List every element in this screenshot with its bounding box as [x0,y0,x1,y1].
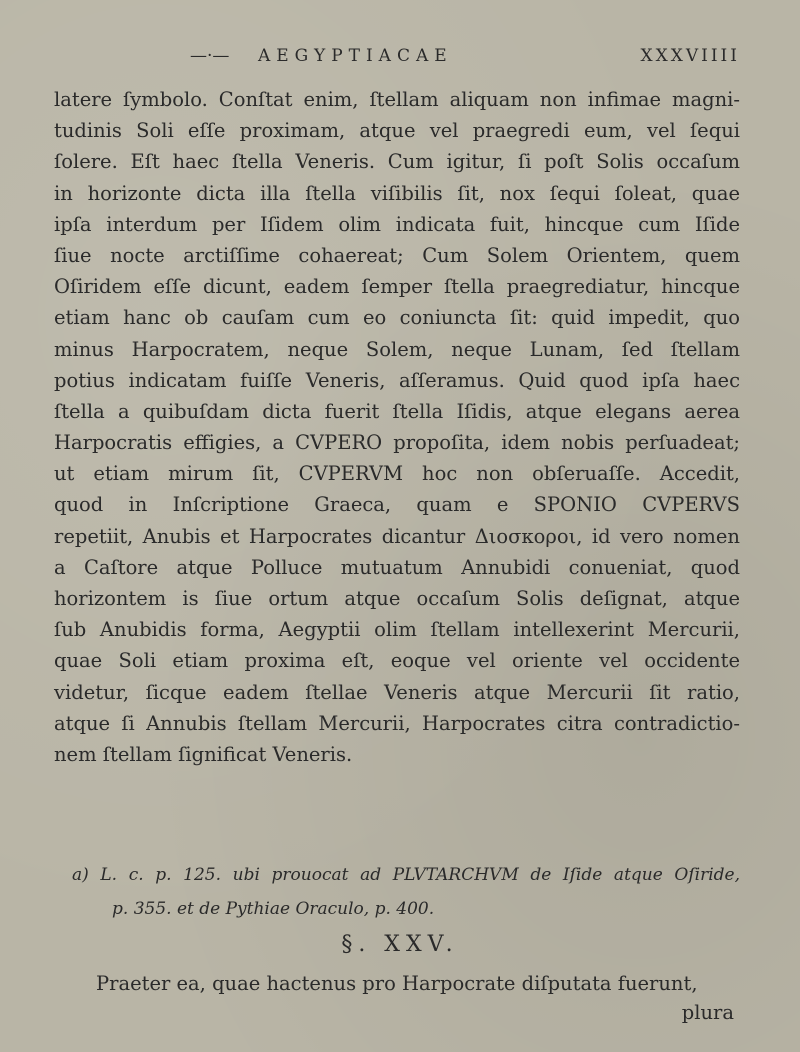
text-line: repetiit, Anubis et Harpocrates dicantur Διοσκοροι, id vero nomen [54,524,740,548]
text-line: atque ſi Annubis ſtellam Mercurii, Harpocrates citra contradictio- [54,711,740,735]
running-head [190,44,740,74]
text-line: videtur, ſicque eadem ſtellae Veneris atque Mercurii ſit ratio, [54,680,740,704]
text-line: Oſiridem eſſe dicunt, eadem ſemper ſtella praegrediatur, hincque [54,275,740,299]
running-head-ornament: —·— [190,46,230,66]
text-line: nem ſtellam ſignificat Veneris. [54,742,353,766]
catchword: plura [681,1001,734,1024]
page-number: XXXVIIII [640,46,740,66]
text-line: quae Soli etiam proxima eſt, eoque vel oriente vel occidente [54,649,740,673]
text-line: a Caſtore atque Polluce mutuatum Annubidi conueniat, quod [54,555,740,579]
text-line: quod in Inſcriptione Graeca, quam e SPONIO CVPERVS [54,493,740,517]
text-line: ſub Anubidis forma, Aegyptii olim ſtellam intellexerint Mercurii, [54,618,740,642]
footnote-line: p. 355. et de Pythiae Oraculo, p. 400. [112,899,435,919]
text-line: ſiue nocte arctiſſime cohaereat; Cum Solem Orientem, quem [54,243,740,267]
text-line: in horizonte dicta illa ſtella viſibilis ſit, nox ſequi ſoleat, quae [54,181,740,205]
text-line: latere ſymbolo. Conſtat enim, ſtellam aliquam non infimae magni- [54,88,740,111]
continuation-line: Praeter ea, quae hactenus pro Harpocrate diſputata fuerunt, [96,972,698,995]
text-line: horizontem is ſiue ortum atque occaſum Solis deſignat, atque [54,587,740,610]
body-text [54,84,740,770]
text-line: ſolere. Eſt haec ſtella Veneris. Cum igitur, ſi poſt Solis occaſum [54,150,740,174]
text-line: etiam hanc ob cauſam cum eo coniuncta ſit: quid impedit, quo [54,306,740,330]
running-head-title: AEGYPTIACAE [258,46,453,66]
text-line: ſtella a quibuſdam dicta fuerit ſtella Iſidis, atque elegans aerea [54,399,740,423]
text-line: tudinis Soli eſſe proximam, atque vel praegredi eum, vel ſequi [54,119,740,143]
section-heading: §. XXV. [341,932,459,957]
footnotes [72,858,740,926]
text-line: ipſa interdum per Iſidem olim indicata fuit, hincque cum Iſide [54,212,740,236]
text-line: minus Harpocratem, neque Solem, neque Lunam, ſed ſtellam [54,337,740,361]
text-line: Harpocratis effigies, a CVPERO propoſita, idem nobis perſuadeat; [54,431,740,455]
footnote-line: a) L. c. p. 125. ubi prouocat ad PLVTARCHVM de Iſide atque Oſiride, [72,865,740,885]
text-line: potius indicatam fuiſſe Veneris, aſſeramus. Quid quod ipſa haec [54,368,740,392]
text-line: ut etiam mirum ſit, CVPERVM hoc non obſeruaſſe. Accedit, [54,462,740,486]
